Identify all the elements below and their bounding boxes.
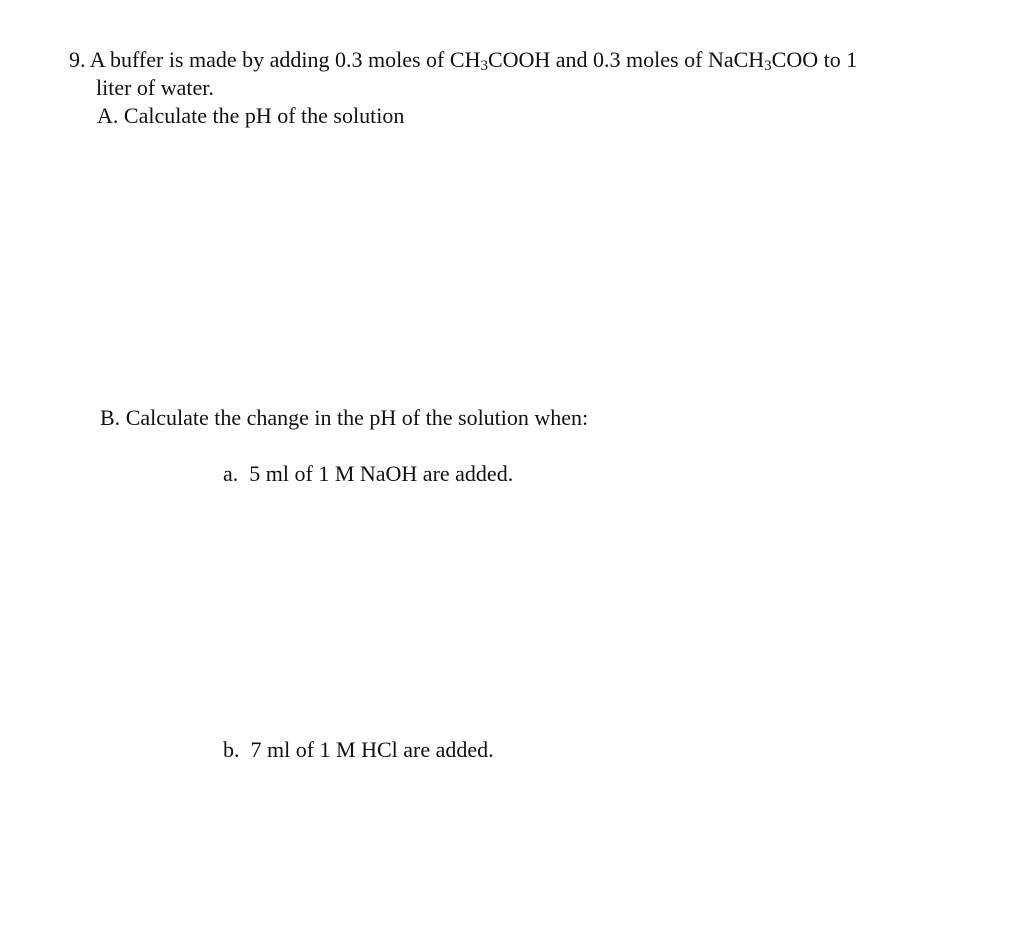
item-a-text: 5 ml of 1 M NaOH are added. [249, 461, 514, 486]
part-a-text: Calculate the pH of the solution [123, 103, 405, 128]
part-a-label: A. [97, 103, 119, 128]
question-tail: to 1 [823, 47, 858, 72]
item-b-text: 7 ml of 1 M HCl are added. [250, 737, 494, 762]
question-line-1 [69, 47, 857, 73]
part-a [97, 103, 404, 129]
compound-sodium-acetate: NaCH$_3$COO [707, 47, 819, 74]
part-b-item-a [223, 461, 513, 487]
question-line-2: liter of water. [96, 75, 214, 100]
part-b-item-b [223, 737, 494, 763]
question-intro: A buffer is made by adding 0.3 moles of [89, 47, 445, 72]
question-number: 9. [69, 47, 86, 72]
part-b-label: B. [100, 405, 121, 430]
part-b [100, 405, 588, 431]
part-b-text: Calculate the change in the pH of the solution when: [125, 405, 589, 430]
item-b-label: b. [223, 737, 240, 762]
item-a-label: a. [223, 461, 239, 486]
compound-acetic-acid: $CH_3COOH$ [449, 47, 551, 74]
question-mid: and 0.3 moles of [555, 47, 703, 72]
